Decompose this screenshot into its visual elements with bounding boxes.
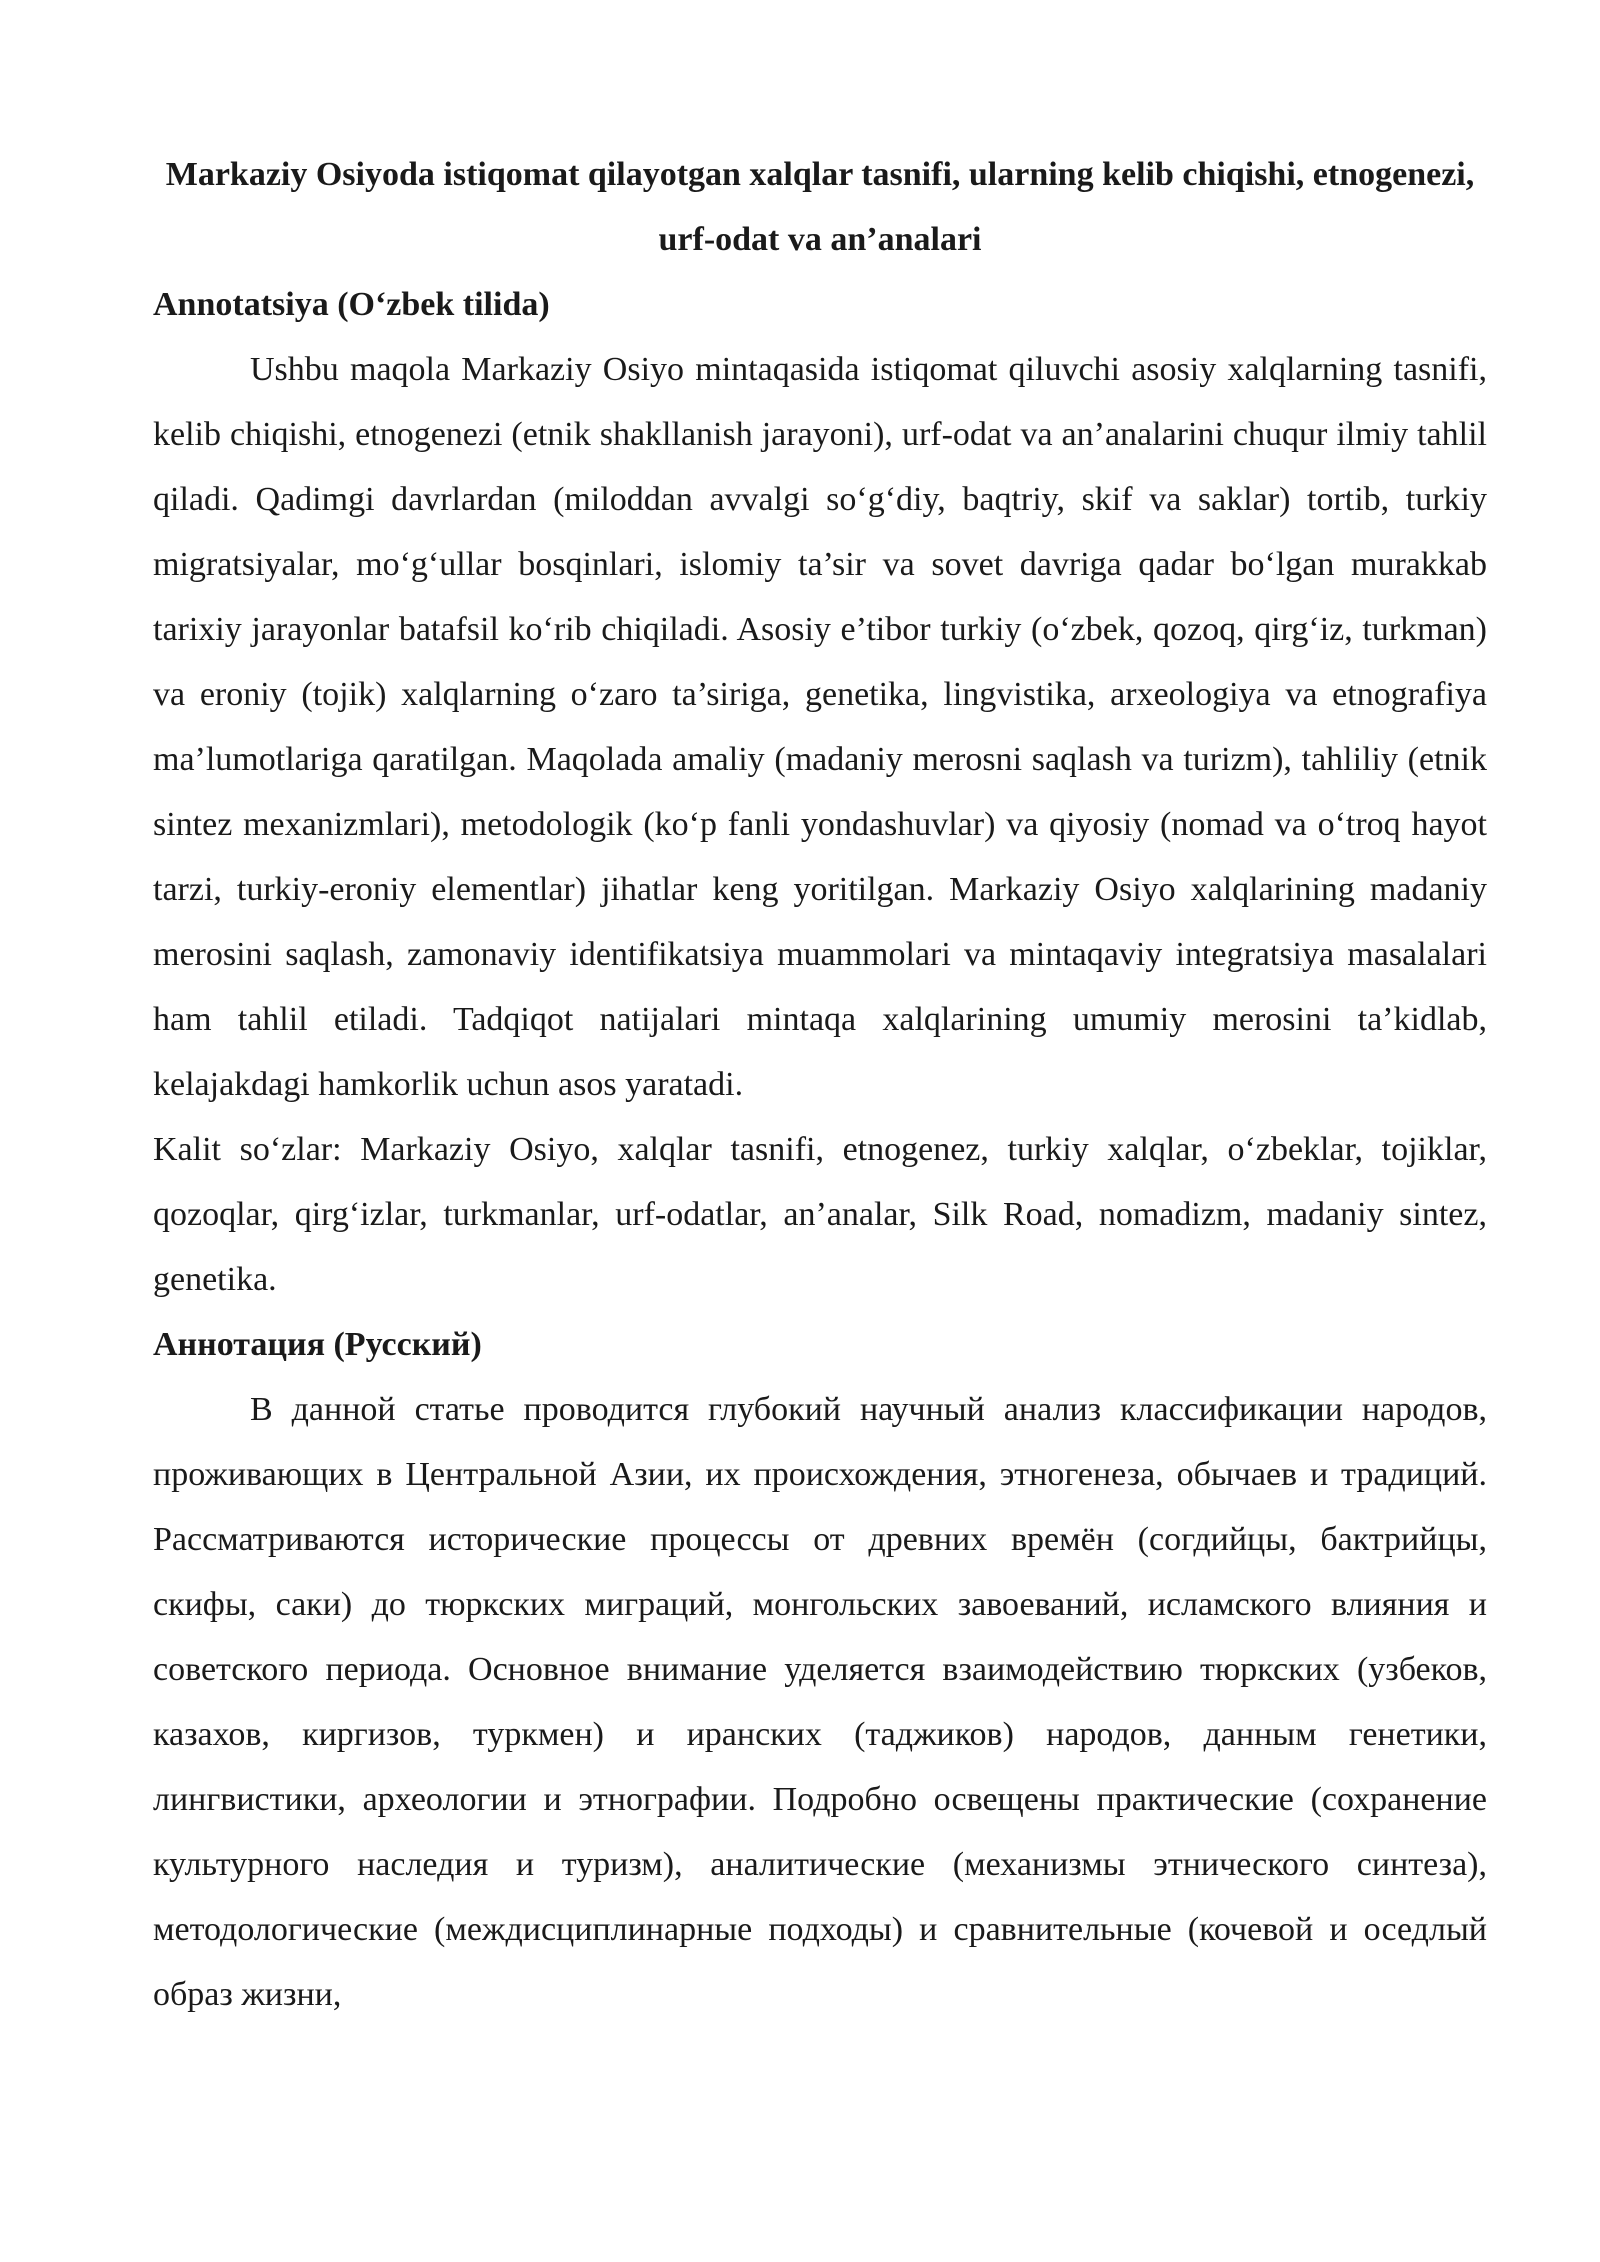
document-title: Markaziy Osiyoda istiqomat qilayotgan xalqlar tasnifi, ularning kelib chiqishi, etnogenezi, urf-odat va an’analari bbox=[165, 156, 1475, 258]
russian-abstract-heading: Аннотация (Русский) bbox=[153, 1326, 482, 1363]
uzbek-keywords-paragraph: Kalit so‘zlar: Markaziy Osiyo, xalqlar tasnifi, etnogenez, turkiy xalqlar, o‘zbeklar, tojiklar, qozoqlar, qirg‘izlar, turkmanlar, urf-odatlar, an’analar, Silk Road, nomadizm, madaniy sintez, genetika. bbox=[153, 1131, 1487, 1298]
uzbek-abstract-heading: Annotatsiya (O‘zbek tilida) bbox=[153, 286, 550, 323]
russian-abstract-paragraph: В данной статье проводится глубокий научный анализ классификации народов, проживающих в Центральной Азии, их происхождения, этногенеза, обычаев и традиций. Рассматриваются исторические процессы от древних времён (согдийцы, бактрийцы, скифы, саки) до тюркских миграций, монгольских завоеваний, исламского влияния и советского периода. Основное внимание уделяется взаимодействию тюркских (узбеков, казахов, киргизов, туркмен) и иранских (таджиков) народов, данным генетики, лингвистики, археологии и этнографии. Подробно освещены практические (сохранение культурного наследия и туризм), аналитические (механизмы этнического синтеза), методологические (междисциплинарные подходы) и сравнительные (кочевой и оседлый образ жизни, bbox=[153, 1391, 1487, 2013]
document-page bbox=[153, 142, 1487, 2027]
uzbek-abstract-paragraph: Ushbu maqola Markaziy Osiyo mintaqasida istiqomat qiluvchi asosiy xalqlarning tasnifi, kelib chiqishi, etnogenezi (etnik shakllanish jarayoni), urf-odat va an’analarini chuqur ilmiy tahlil qiladi. Qadimgi davrlardan (miloddan avvalgi so‘g‘diy, baqtriy, skif va saklar) tortib, turkiy migratsiyalar, mo‘g‘ullar bosqinlari, islomiy ta’sir va sovet davriga qadar bo‘lgan murakkab tarixiy jarayonlar batafsil ko‘rib chiqiladi. Asosiy e’tibor turkiy (o‘zbek, qozoq, qirg‘iz, turkman) va eroniy (tojik) xalqlarning o‘zaro ta’siriga, genetika, lingvistika, arxeologiya va etnografiya ma’lumotlariga qaratilgan. Maqolada amaliy (madaniy merosni saqlash va turizm), tahliliy (etnik sintez mexanizmlari), metodologik (ko‘p fanli yondashuvlar) va qiyosiy (nomad va o‘troq hayot tarzi, turkiy-eroniy elementlar) jihatlar keng yoritilgan. Markaziy Osiyo xalqlarining madaniy merosini saqlash, zamonaviy identifikatsiya muammolari va mintaqaviy integratsiya masalalari ham tahlil etiladi. Tadqiqot natijalari mintaqa xalqlarining umumiy merosini ta’kidlab, kelajakdagi hamkorlik uchun asos yaratadi. bbox=[153, 351, 1487, 1103]
